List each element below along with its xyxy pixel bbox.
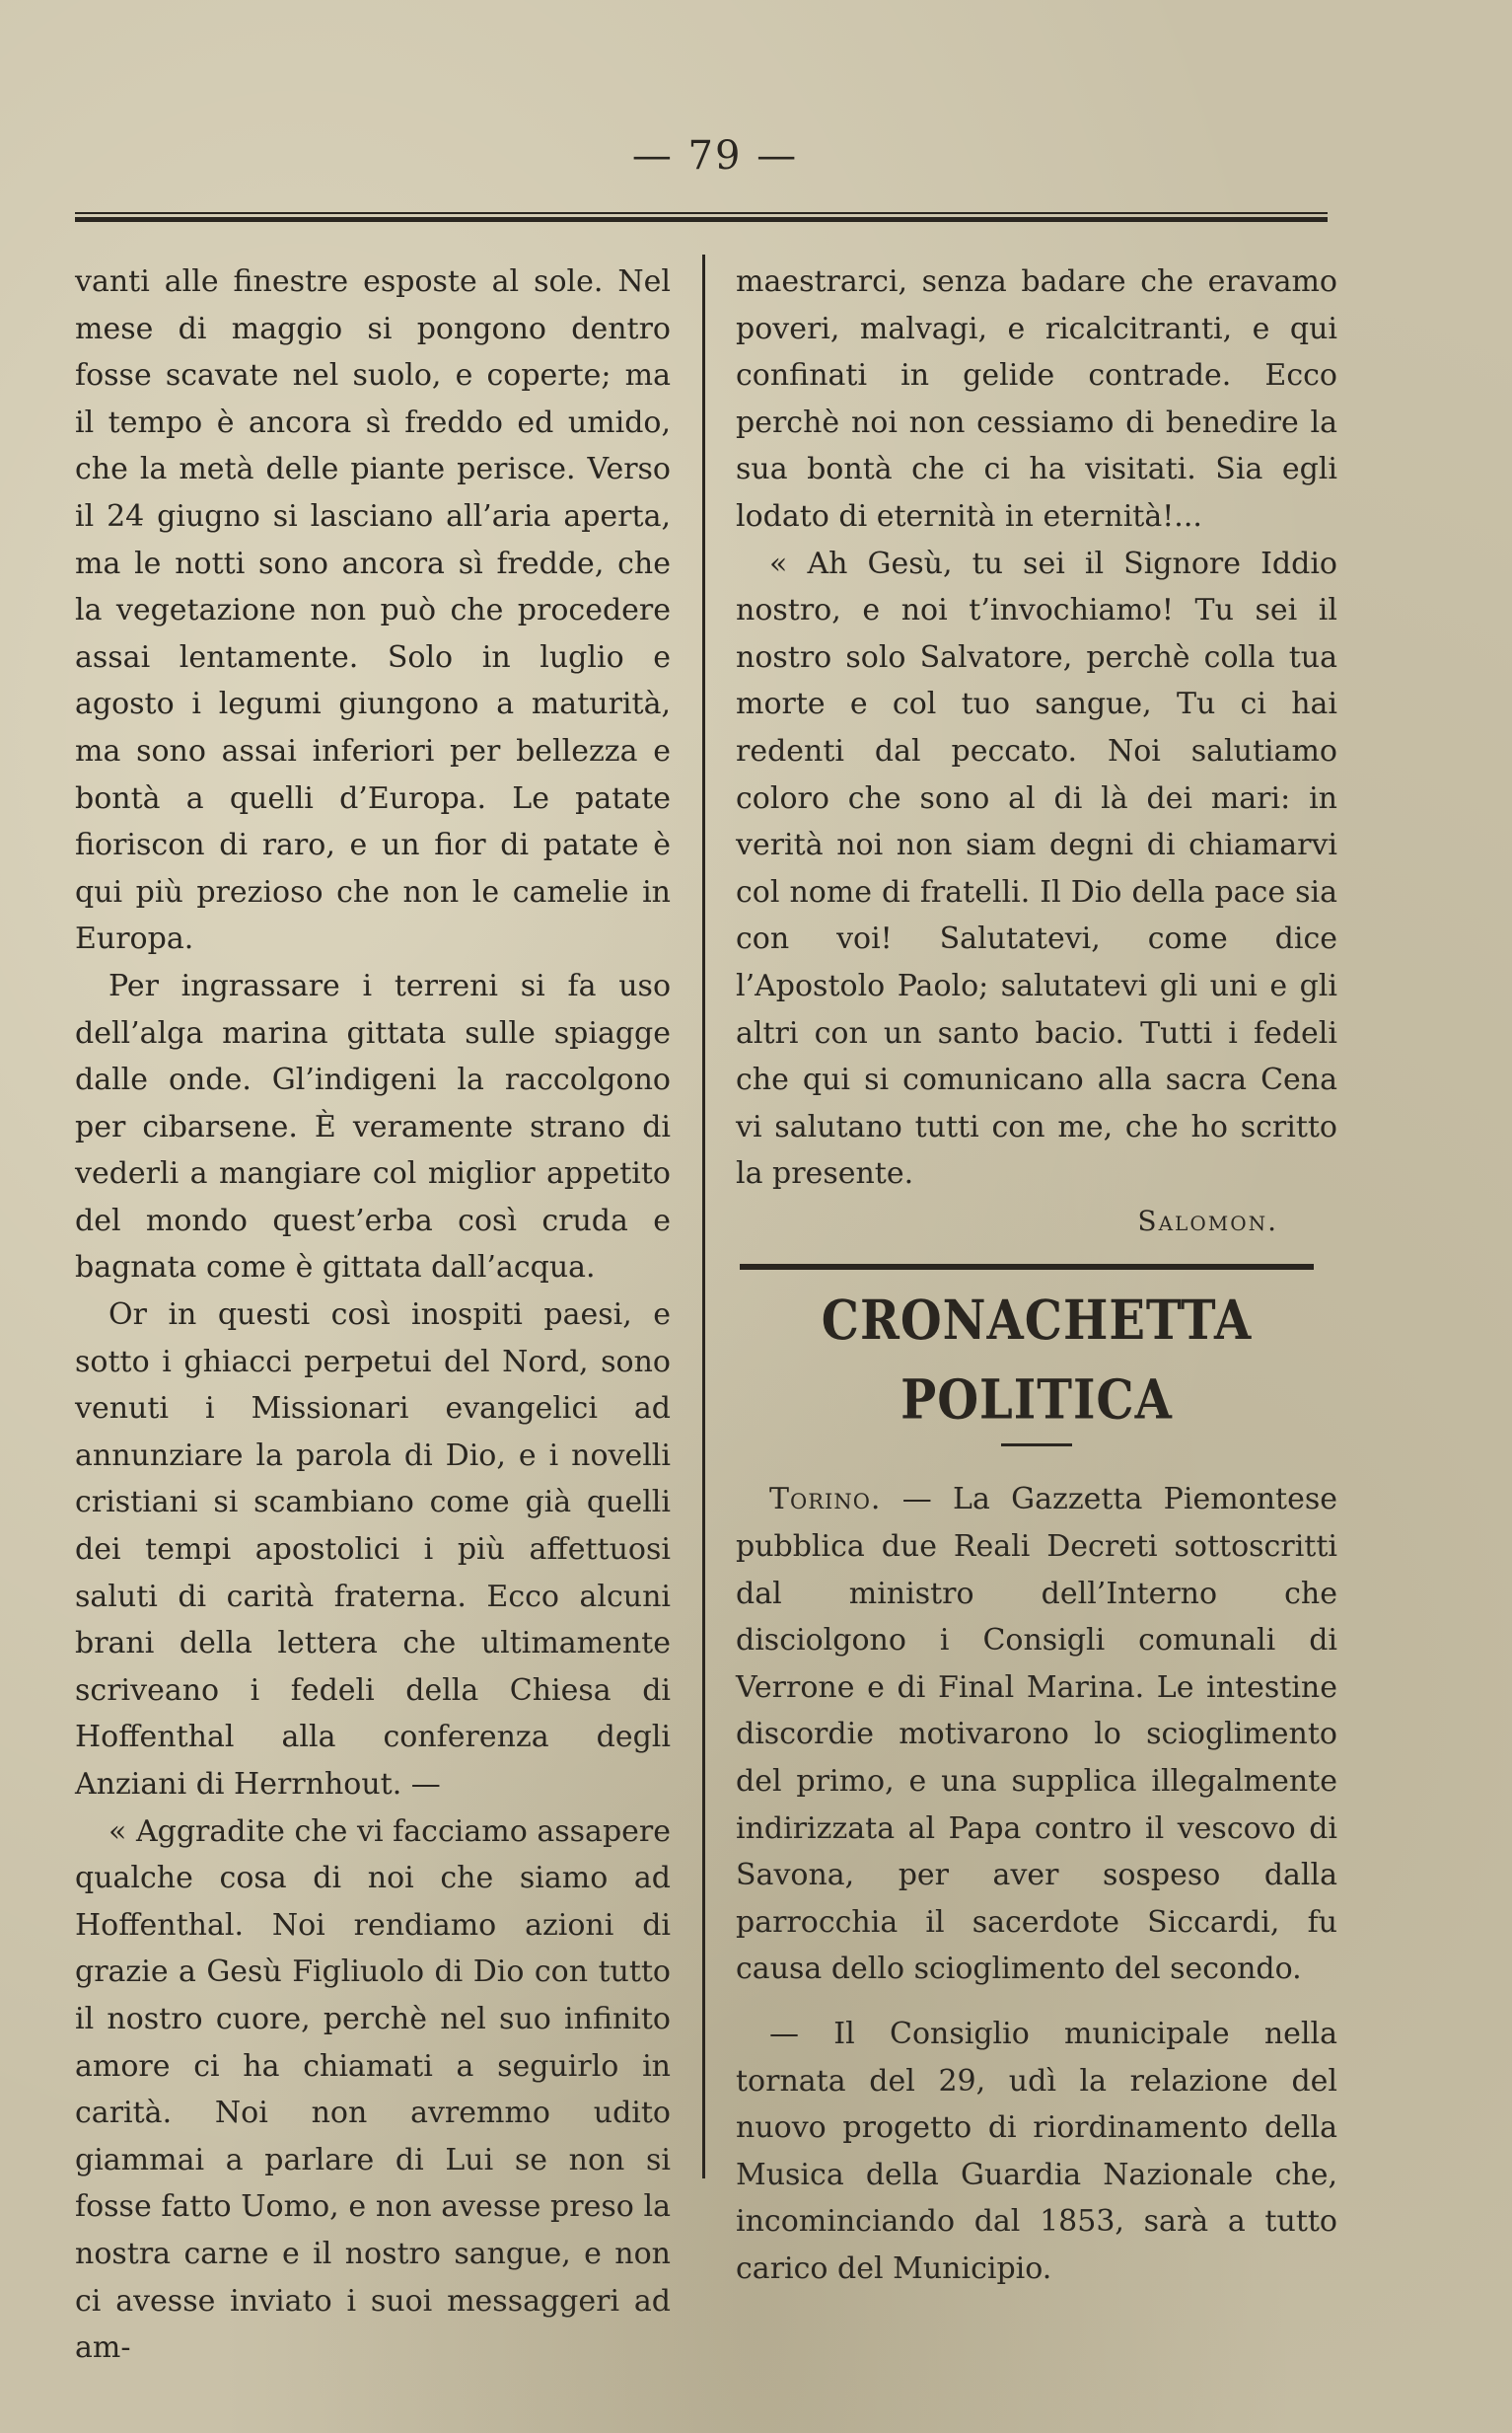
paragraph: « Ah Gesù, tu sei il Signore Iddio nostro, e noi t’invochiamo! Tu sei il nostro solo Salvatore, perchè colla tua morte e col tuo sangue, Tu ci hai redenti dal peccato. Noi salutiamo coloro che sono al di là dei mari: in verità noi non siam degni di chiamarvi col nome di fratelli. Il Dio della pace sia con voi! Salutatevi, come dice l’Apostolo Paolo; salutatevi gli uni e gli altri con un santo bacio. Tutti i fedeli che qui si comunicano alla sacra Cena vi salutano tutti con me, che ho scritto la presente. <box>736 546 1337 1192</box>
title-underline <box>1001 1443 1072 1446</box>
column-divider <box>702 255 705 2178</box>
page-number: — 79 — <box>631 133 799 179</box>
signature: Salomon. <box>1137 1204 1278 1237</box>
news-item <box>736 2011 1337 2293</box>
paragraph: vanti alle finestre esposte al sole. Nel mese di maggio si pongono dentro fosse scavate nel suolo, e coperte; ma il tempo è ancora sì freddo ed umido, che la metà delle piante perisce. Verso il 24 giugno si lasciano all’aria aperta, ma le notti sono ancora sì fredde, che la vegetazione non può che procedere assai lentamente. Solo in luglio e agosto i legumi giungono a maturità, ma sono assai inferiori per bellezza e bontà a quelli d’Europa. Le patate fioriscon di raro, e un fior di patate è qui più prezioso che non le camelie in Europa. <box>75 264 671 957</box>
paragraph: Or in questi così inospiti paesi, e sotto i ghiacci perpetui del Nord, sono venuti i Missionari evangelici ad annunziare la parola di Dio, e i novelli cristiani si scambiano come già quelli dei tempi apostolici i più affettuosi saluti di carità fraterna. Ecco alcuni brani della lettera che ultimamente scriveano i fedeli della Chiesa di Hoffenthal alla conferenza degli Anziani di Herrnhout. — <box>75 1297 671 1802</box>
spacer <box>736 1993 1337 2011</box>
section-rule <box>740 1264 1314 1270</box>
news-item <box>736 1476 1337 1993</box>
paragraph: maestrarci, senza badare che eravamo poveri, malvagi, e ricalcitranti, e qui confinati in gelide contrade. Ecco perchè noi non cessiamo di benedire la sua bontà che ci ha visitati. Sia egli lodato di eternità in eternità!... <box>736 264 1337 534</box>
news-text: — La Gazzetta Piemontese pubblica due Reali Decreti sottoscritti dal ministro dell’Interno che disciolgono i Consigli comunali di Verrone e di Final Marina. Le intestine discordie motivarono lo scioglimento del primo, e una supplica illegalmente indirizzata al Papa contro il vescovo di Savona, per aver sospeso dalla parrocchia il sacerdote Siccardi, fu causa dello scioglimento del secondo. <box>736 1482 1337 1987</box>
paragraph: « Aggradite che vi facciamo assapere qualche cosa di noi che siamo ad Hoffenthal. Noi rendiamo azioni di grazie a Gesù Figliuolo di Dio con tutto il nostro cuore, perchè nel suo infinito amore ci ha chiamati a seguirlo in carità. Noi non avremmo udito giammai a parlare di Lui se non si fosse fatto Uomo, e non avesse preso la nostra carne e il nostro sangue, e non ci avesse inviato i suoi messaggeri ad am- <box>75 1813 671 2366</box>
section-title: CRONACHETTA POLITICA <box>821 1290 1253 1433</box>
header-rule <box>75 212 1328 222</box>
paragraph: Per ingrassare i terreni si fa uso dell’alga marina gittata sulle spiagge dalle onde. Gl’indigeni la raccolgono per cibarsene. È veramente strano di vederli a mangiare col miglior appetito del mondo quest’erba così cruda e bagnata come è gittata dall’acqua. <box>75 968 671 1286</box>
left-column <box>75 258 671 2372</box>
dateline: Torino. <box>769 1482 882 1517</box>
news-text: — Il Consiglio municipale nella tornata del 29, udì la relazione del nuovo progetto di riordinamento della Musica della Guardia Nazionale che, incominciando dal 1853, sarà a tutto carico del Municipio. <box>736 2017 1337 2286</box>
right-column <box>736 258 1337 2293</box>
